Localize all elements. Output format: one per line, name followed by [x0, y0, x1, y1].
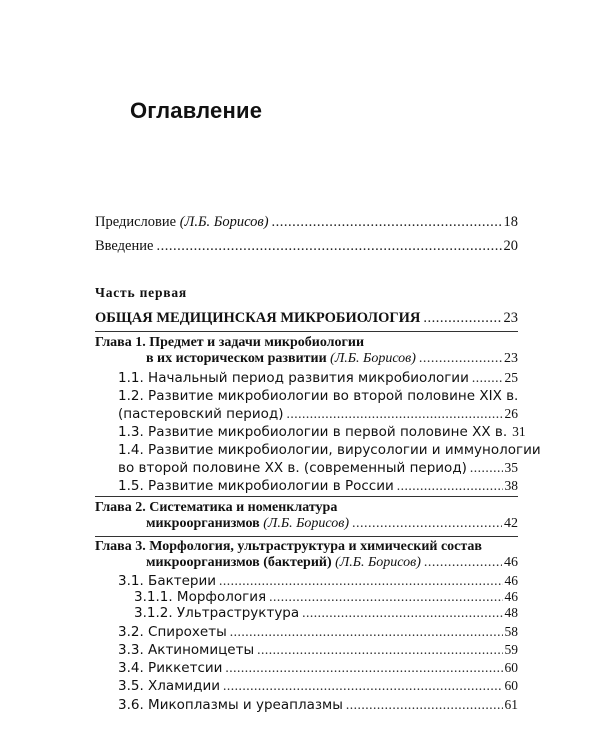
- entry-label: 1.1. Начальный период развития микробиологии: [118, 370, 469, 386]
- toc-entry-3-5[interactable]: [118, 677, 518, 695]
- dot-leader: [472, 369, 503, 387]
- entry-label: Введение: [95, 238, 154, 254]
- page-number: 46: [504, 555, 518, 570]
- entry-label: 3.1.2. Ультраструктура: [134, 605, 300, 621]
- dot-leader: [302, 604, 502, 622]
- page-number: 20: [503, 238, 518, 254]
- toc-entry-1-2-line1: 1.2. Развитие микробиологии во второй половине XIX в.: [118, 388, 519, 404]
- toc-entry-1-3[interactable]: [118, 423, 526, 441]
- page-number: 46: [504, 589, 518, 604]
- toc-entry-chapter-1[interactable]: [146, 350, 518, 368]
- page-number: 60: [504, 660, 518, 675]
- chapter-1-title: Глава 1. Предмет и задачи микробиологии: [95, 335, 365, 350]
- page-number: 18: [503, 214, 518, 230]
- dot-leader: [352, 515, 502, 533]
- entry-label: 3.3. Актиномицеты: [118, 642, 255, 658]
- dot-leader: [424, 554, 502, 572]
- dot-leader: [470, 459, 503, 477]
- page-number: 42: [504, 516, 518, 531]
- page-number: 58: [504, 624, 518, 639]
- entry-label: (пастеровский период): [118, 406, 284, 422]
- toc-entry-chapter-2[interactable]: [146, 515, 518, 533]
- toc-entry-3-2[interactable]: [118, 623, 518, 641]
- toc-entry-1-5[interactable]: [118, 477, 518, 495]
- page-number: 23: [504, 351, 518, 366]
- entry-author: (Л.Б. Борисов): [335, 555, 421, 570]
- page-number: 23: [503, 310, 518, 326]
- divider: [95, 331, 518, 332]
- page-number: 26: [504, 406, 518, 421]
- chapter-3-subtitle: микроорганизмов (бактерий): [146, 555, 332, 570]
- part-name: ОБЩАЯ МЕДИЦИНСКАЯ МИКРОБИОЛОГИЯ: [95, 310, 421, 326]
- entry-label: 3.6. Микоплазмы и уреаплазмы: [118, 697, 343, 713]
- entry-label: 3.1. Бактерии: [118, 573, 217, 589]
- entry-author: (Л.Б. Борисов): [330, 351, 416, 366]
- page-number: 60: [504, 678, 518, 693]
- toc-entry-1-4-line1: 1.4. Развитие микробиологии, вирусологии и иммунологии: [118, 442, 541, 458]
- chapter-2-subtitle: микроорганизмов: [146, 516, 260, 531]
- dot-leader: [423, 309, 501, 327]
- entry-author: (Л.Б. Борисов): [263, 516, 349, 531]
- dot-leader: [230, 623, 503, 641]
- part-label: Часть первая: [95, 285, 188, 300]
- dot-leader: [257, 641, 502, 659]
- dot-leader: [225, 659, 502, 677]
- entry-author: (Л.Б. Борисов): [179, 214, 269, 230]
- dot-leader: [223, 677, 502, 695]
- dot-leader: [419, 350, 502, 368]
- page-number: 48: [504, 605, 518, 620]
- page-number: 59: [504, 642, 518, 657]
- dot-leader: [397, 477, 503, 495]
- chapter-2-title: Глава 2. Систематика и номенклатура: [95, 500, 338, 515]
- entry-label: 3.5. Хламидии: [118, 678, 221, 694]
- entry-label: 1.3. Развитие микробиологии в первой половине XX в.: [118, 424, 508, 440]
- dot-leader: [287, 405, 503, 423]
- chapter-1-subtitle: в их историческом развитии: [146, 351, 327, 366]
- divider: [95, 536, 518, 537]
- dot-leader: [272, 213, 502, 231]
- toc-entry-introduction[interactable]: [95, 237, 518, 255]
- toc-entry-3-4[interactable]: [118, 659, 518, 677]
- entry-label: 3.1.1. Морфология: [134, 589, 267, 605]
- page-number: 35: [504, 460, 518, 475]
- toc-entry-1-2[interactable]: [118, 405, 518, 423]
- toc-entry-3-6[interactable]: [118, 696, 518, 714]
- page-number: 38: [504, 478, 518, 493]
- entry-label: Предисловие: [95, 214, 177, 230]
- toc-entry-3-1-2[interactable]: [134, 604, 518, 622]
- entry-label: 1.5. Развитие микробиологии в России: [118, 478, 394, 494]
- chapter-3-title: Глава 3. Морфология, ультраструктура и химический состав: [95, 539, 482, 554]
- entry-label: во второй половине XX в. (современный период): [118, 460, 467, 476]
- page-number: 25: [504, 370, 518, 385]
- entry-label: 3.4. Риккетсии: [118, 660, 223, 676]
- toc-entry-1-4[interactable]: [118, 459, 518, 477]
- toc-entry-1-1[interactable]: [118, 369, 518, 387]
- toc-entry-3-3[interactable]: [118, 641, 518, 659]
- toc-entry-preface[interactable]: [95, 213, 518, 231]
- page-title: Оглавление: [130, 98, 263, 123]
- toc-entry-chapter-3[interactable]: [146, 554, 518, 572]
- entry-label: 3.2. Спирохеты: [118, 624, 227, 640]
- page-number: 61: [504, 697, 518, 712]
- toc-entry-part-one[interactable]: [95, 309, 518, 327]
- dot-leader: [156, 237, 501, 255]
- page-number: 31: [512, 424, 526, 439]
- dot-leader: [346, 696, 503, 714]
- divider: [95, 496, 518, 497]
- page-number: 46: [504, 573, 518, 588]
